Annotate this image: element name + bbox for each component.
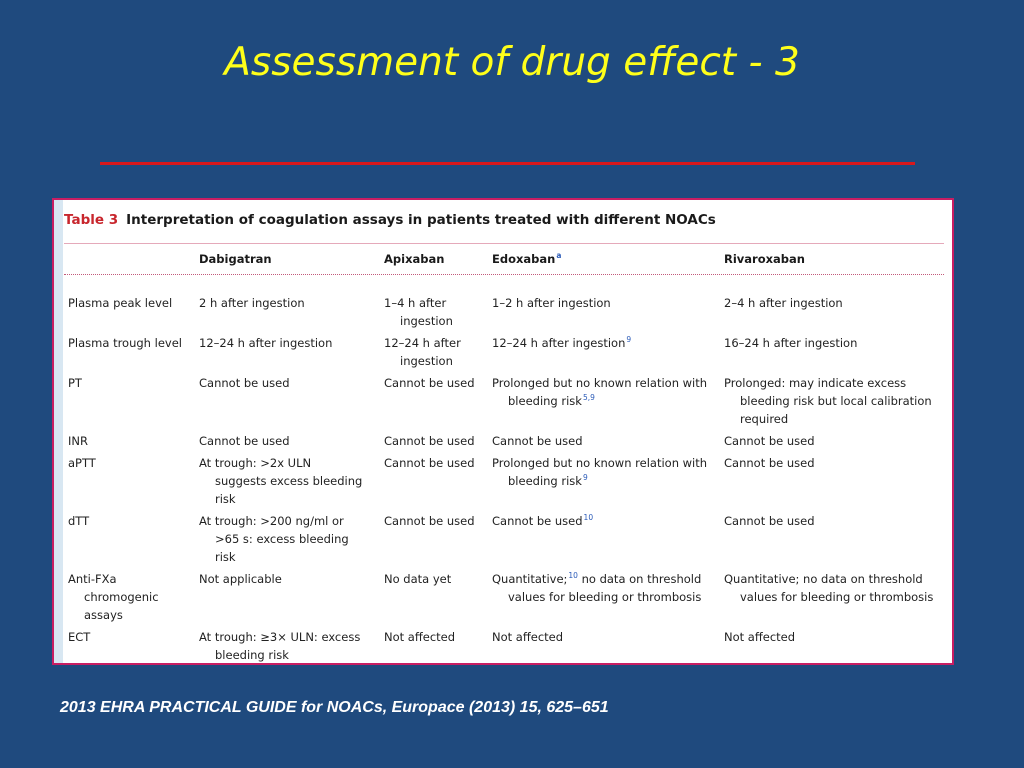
cell-text: 16–24 h after ingestion — [724, 336, 858, 350]
cell-text: Cannot be used — [724, 434, 815, 448]
cell-text: bleeding risk but local calibration — [740, 394, 932, 408]
cell-line — [199, 490, 362, 508]
cell-text: >65 s: excess bleeding — [215, 532, 349, 546]
cell-text: At trough: ≥3× ULN: excess — [199, 630, 361, 644]
cell-text: Quantitative; no data on threshold — [724, 572, 923, 586]
cell-line — [199, 570, 282, 588]
cell-text: bleeding risk — [508, 394, 582, 408]
table-cell — [724, 294, 843, 312]
row-label-line: aPTT — [68, 456, 96, 470]
column-header-text: Apixaban — [384, 252, 445, 266]
row-label-line: Anti-FXa — [68, 572, 117, 586]
cell-line — [724, 570, 933, 588]
cell-line — [384, 570, 451, 588]
column-header-text: Rivaroxaban — [724, 252, 805, 266]
table-cell — [199, 374, 290, 392]
cell-line — [492, 628, 563, 646]
cell-text: Prolonged but no known relation with — [492, 456, 708, 470]
cell-text: Cannot be used — [384, 376, 475, 390]
cell-text: At trough: >200 ng/ml or — [199, 514, 344, 528]
cell-line — [724, 374, 932, 392]
caption-divider — [64, 243, 944, 244]
cell-text: Cannot be used — [384, 434, 475, 448]
row-label-line: assays — [84, 608, 123, 622]
table-cell — [384, 294, 453, 330]
cell-text: 2–4 h after ingestion — [724, 296, 843, 310]
column-header — [199, 250, 272, 268]
cell-text: Cannot be used — [384, 456, 475, 470]
table-cell — [492, 454, 707, 490]
table-cell — [384, 374, 475, 392]
cell-line — [724, 588, 933, 606]
table-cell — [199, 628, 360, 664]
cell-line — [384, 512, 475, 530]
cell-line — [199, 530, 349, 548]
row-label-line: Plasma peak level — [68, 296, 173, 310]
cell-line — [724, 410, 932, 428]
table-cell — [492, 628, 563, 646]
row-label-line: chromogenic — [84, 590, 159, 604]
row-label — [68, 432, 88, 450]
cell-text: At trough: >2x ULN — [199, 456, 312, 470]
table-cell — [724, 334, 857, 352]
cell-line — [724, 294, 843, 312]
row-label — [68, 294, 172, 312]
cell-text: Not affected — [724, 630, 796, 644]
cell-text: Cannot be used — [199, 376, 290, 390]
cell-line — [199, 294, 305, 312]
table-cell — [724, 374, 932, 428]
row-label-line: Plasma trough level — [68, 336, 182, 350]
table-cell — [724, 432, 815, 450]
table-cell — [199, 294, 305, 312]
cell-line — [724, 512, 815, 530]
column-header-footnote: a — [556, 251, 562, 260]
row-label — [68, 454, 96, 472]
table-cell — [384, 512, 475, 530]
table-cell — [724, 512, 815, 530]
cell-text: Not affected — [492, 630, 564, 644]
cell-text: suggests excess bleeding — [215, 474, 363, 488]
row-label — [68, 628, 90, 646]
cell-text: Not affected — [384, 630, 456, 644]
table-cell — [384, 628, 455, 646]
cell-line — [492, 294, 611, 312]
cell-line — [492, 374, 707, 392]
column-header — [724, 250, 805, 268]
cell-text: Cannot be used — [492, 434, 583, 448]
cell-text: Cannot be used — [724, 514, 815, 528]
table-cell — [724, 570, 933, 606]
cell-line — [199, 646, 360, 664]
table-cell — [492, 512, 593, 530]
table-left-band — [54, 200, 63, 663]
cell-text: 12–24 h after — [384, 336, 461, 350]
table-cell — [384, 432, 475, 450]
cell-line — [724, 392, 932, 410]
cell-text: Cannot be used — [724, 456, 815, 470]
table-cell — [492, 374, 707, 410]
cell-line — [199, 432, 290, 450]
row-label — [68, 374, 82, 392]
cell-text: Cannot be used — [492, 514, 583, 528]
table-caption — [64, 212, 716, 228]
cell-line — [384, 374, 475, 392]
cell-text: Not applicable — [199, 572, 282, 586]
cell-line — [384, 334, 461, 352]
table-cell — [199, 334, 332, 352]
cell-text: no data on threshold — [577, 572, 702, 586]
cell-text: risk — [215, 550, 236, 564]
cell-line — [492, 454, 707, 472]
cell-line — [492, 512, 593, 530]
cell-text: Cannot be used — [199, 434, 290, 448]
cell-line — [492, 472, 707, 490]
cell-line — [384, 432, 475, 450]
cell-line — [199, 374, 290, 392]
cell-text: Cannot be used — [384, 514, 475, 528]
cell-line — [384, 628, 455, 646]
cell-line — [724, 454, 815, 472]
cell-text: No data yet — [384, 572, 452, 586]
table-cell — [492, 570, 701, 606]
reference-superscript: 9 — [582, 473, 588, 482]
table-caption-text: Interpretation of coagulation assays in patients treated with different NOACs — [126, 212, 716, 228]
cell-text: 2 h after ingestion — [199, 296, 305, 310]
cell-text: bleeding risk — [508, 474, 582, 488]
row-label-line: INR — [68, 434, 88, 448]
cell-text: 1–2 h after ingestion — [492, 296, 611, 310]
reference-superscript: 5,9 — [582, 393, 595, 402]
column-header-text: Edoxaban — [492, 252, 556, 266]
cell-line — [199, 454, 362, 472]
column-header — [384, 250, 444, 268]
table-cell — [384, 454, 475, 472]
row-label-line: dTT — [68, 514, 90, 528]
row-label-line: PT — [68, 376, 82, 390]
table-cell — [199, 454, 362, 508]
cell-text: 1–4 h after — [384, 296, 447, 310]
cell-line — [199, 334, 332, 352]
cell-text: values for bleeding or thrombosis — [740, 590, 934, 604]
cell-line — [384, 454, 475, 472]
table-cell — [724, 628, 795, 646]
column-header — [492, 250, 561, 268]
cell-text: values for bleeding or thrombosis — [508, 590, 702, 604]
cell-text: Quantitative; — [492, 572, 568, 586]
cell-line — [384, 352, 461, 370]
cell-line — [199, 512, 349, 530]
row-label — [68, 334, 182, 352]
column-header-text: Dabigatran — [199, 252, 272, 266]
cell-line — [492, 588, 701, 606]
table-cell — [199, 570, 282, 588]
cell-text: ingestion — [400, 314, 453, 328]
table-cell — [199, 432, 290, 450]
cell-text: risk — [215, 492, 236, 506]
cell-line — [492, 432, 583, 450]
source-citation: 2013 EHRA PRACTICAL GUIDE for NOACs, Europace (2013) 15, 625–651 — [60, 699, 609, 716]
cell-line — [384, 294, 453, 312]
slide-title: Assessment of drug effect - 3 — [224, 40, 800, 85]
cell-line — [384, 312, 453, 330]
table-cell — [384, 334, 461, 370]
reference-superscript: 9 — [626, 335, 632, 344]
reference-superscript: 10 — [568, 571, 578, 580]
cell-text: ingestion — [400, 354, 453, 368]
cell-text: Prolonged but no known relation with — [492, 376, 708, 390]
title-divider — [100, 162, 915, 165]
row-label — [68, 570, 159, 624]
cell-line — [199, 628, 360, 646]
row-label — [68, 512, 89, 530]
cell-line — [199, 472, 362, 490]
header-divider — [64, 274, 944, 275]
cell-text: bleeding risk — [215, 648, 289, 662]
reference-superscript: 10 — [583, 513, 594, 522]
table-cell — [492, 294, 611, 312]
cell-text: 12–24 h after ingestion — [492, 336, 626, 350]
table-cell — [492, 334, 631, 352]
cell-line — [199, 548, 349, 566]
cell-line — [492, 570, 701, 588]
cell-text: Prolonged: may indicate excess — [724, 376, 907, 390]
table-cell — [199, 512, 349, 566]
table-cell — [492, 432, 583, 450]
cell-line — [492, 334, 631, 352]
cell-text: required — [740, 412, 789, 426]
cell-line — [724, 628, 795, 646]
cell-text: 12–24 h after ingestion — [199, 336, 333, 350]
table-number: Table 3 — [64, 212, 119, 228]
table-cell — [384, 570, 451, 588]
row-label-line: ECT — [68, 630, 91, 644]
table-cell — [724, 454, 815, 472]
cell-line — [724, 432, 815, 450]
table-figure — [52, 198, 954, 665]
cell-line — [724, 334, 857, 352]
cell-line — [492, 392, 707, 410]
